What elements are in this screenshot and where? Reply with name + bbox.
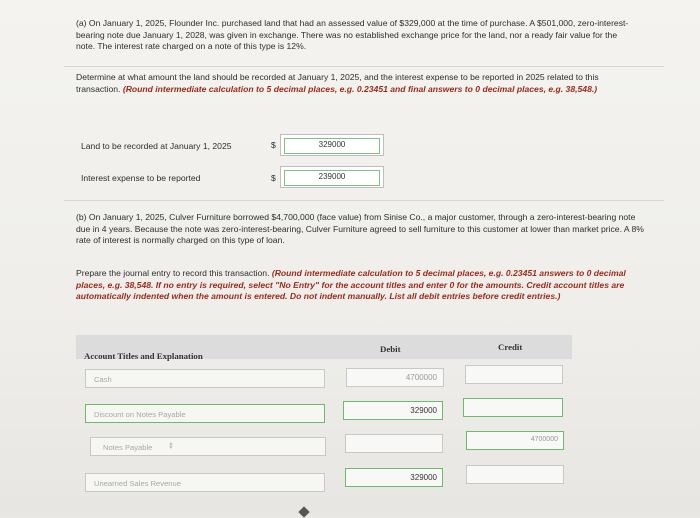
land-amount-value: 329000 [284, 138, 380, 154]
header-account: Account Titles and Explanation [84, 351, 203, 361]
journal-row-1-account-text: Cash [94, 375, 112, 384]
part-a-intro: (a) On January 1, 2025, Flounder Inc. purchased land that had an assessed value of $329,000 at the time of purchase. A $501,000, zero-interest-bearing note due January 1, 2028, was given in exchange. There was no established exchange price for the land, nor a ready fair value for the note. The interest rate charged on a note of this type is 12%. [76, 18, 629, 51]
part-a-instruction: (Round intermediate calculation to 5 decimal places, e.g. 0.23451 and final answers to 0 decimal places, e.g. 38,548.) [122, 83, 598, 94]
interest-amount-value: 239000 [284, 170, 380, 186]
cursor-marker-icon: ‡ [169, 443, 173, 450]
journal-row-4-credit[interactable] [466, 465, 564, 484]
journal-row-2-credit[interactable] [463, 398, 563, 417]
header-debit: Debit [380, 344, 401, 354]
land-label: Land to be recorded at January 1, 2025 [81, 141, 232, 151]
land-currency: $ [271, 140, 276, 150]
journal-row-2-debit-value: 329000 [410, 406, 437, 415]
journal-row-3-credit[interactable] [466, 431, 564, 450]
journal-row-1-debit[interactable] [346, 368, 444, 387]
interest-amount-field[interactable] [280, 166, 384, 188]
journal-row-1-credit[interactable] [465, 365, 563, 384]
part-b-intro: (b) On January 1, 2025, Culver Furniture borrowed $4,700,000 (face value) from Sinise Co., a major customer, through a zero-interest-bearing note due in 4 years. Because the note was zero-interest-bearing, Culver Furniture agreed to sell furniture to this customer at lower than market price. A 8% rate of interest is normally charged on this type of loan. [76, 212, 644, 245]
divider [64, 200, 664, 201]
journal-row-1-debit-value: 4700000 [405, 373, 437, 382]
header-credit: Credit [498, 342, 523, 352]
scroll-indicator-icon [298, 506, 309, 517]
part-b-question-text: Prepare the journal entry to record this transaction. [76, 268, 270, 278]
journal-row-4-debit[interactable] [345, 468, 443, 487]
journal-row-4-account-text: Unearned Sales Revenue [94, 479, 181, 488]
part-a-question-text: Determine at what amount the land should be recorded at January 1, 2025, and the interest expense to be reported in 2025 related to this transaction. [76, 72, 599, 94]
journal-row-1-account[interactable] [85, 369, 325, 388]
journal-row-4-account[interactable] [85, 473, 325, 492]
land-amount-field[interactable] [280, 134, 384, 156]
part-b-instruction: (Round intermediate calculation to 5 decimal places, e.g. 0.23451 answers to 0 decimal places, e.g. 38,548. If no entry is required, select "No Entry" for the account titles and enter 0 for the amounts. Credit account titles are automatically indented when the amount is entered. Do not indent manually. List all debit entries before credit entries.) [76, 268, 626, 301]
journal-row-2-account-text: Discount on Notes Payable [94, 410, 186, 419]
journal-row-2-account[interactable] [85, 404, 325, 423]
interest-label: Interest expense to be reported [81, 173, 201, 183]
journal-row-4-debit-value: 329000 [410, 473, 437, 482]
divider [64, 66, 664, 67]
journal-row-3-account[interactable] [90, 437, 326, 456]
journal-row-3-debit[interactable] [345, 434, 443, 453]
part-a-question [76, 72, 642, 95]
journal-row-3-credit-value: 4700000 [530, 436, 558, 443]
journal-row-2-debit[interactable] [343, 401, 443, 420]
part-b-question [76, 268, 642, 303]
interest-currency: $ [271, 173, 276, 183]
journal-row-3-account-text: Notes Payable [103, 443, 153, 452]
